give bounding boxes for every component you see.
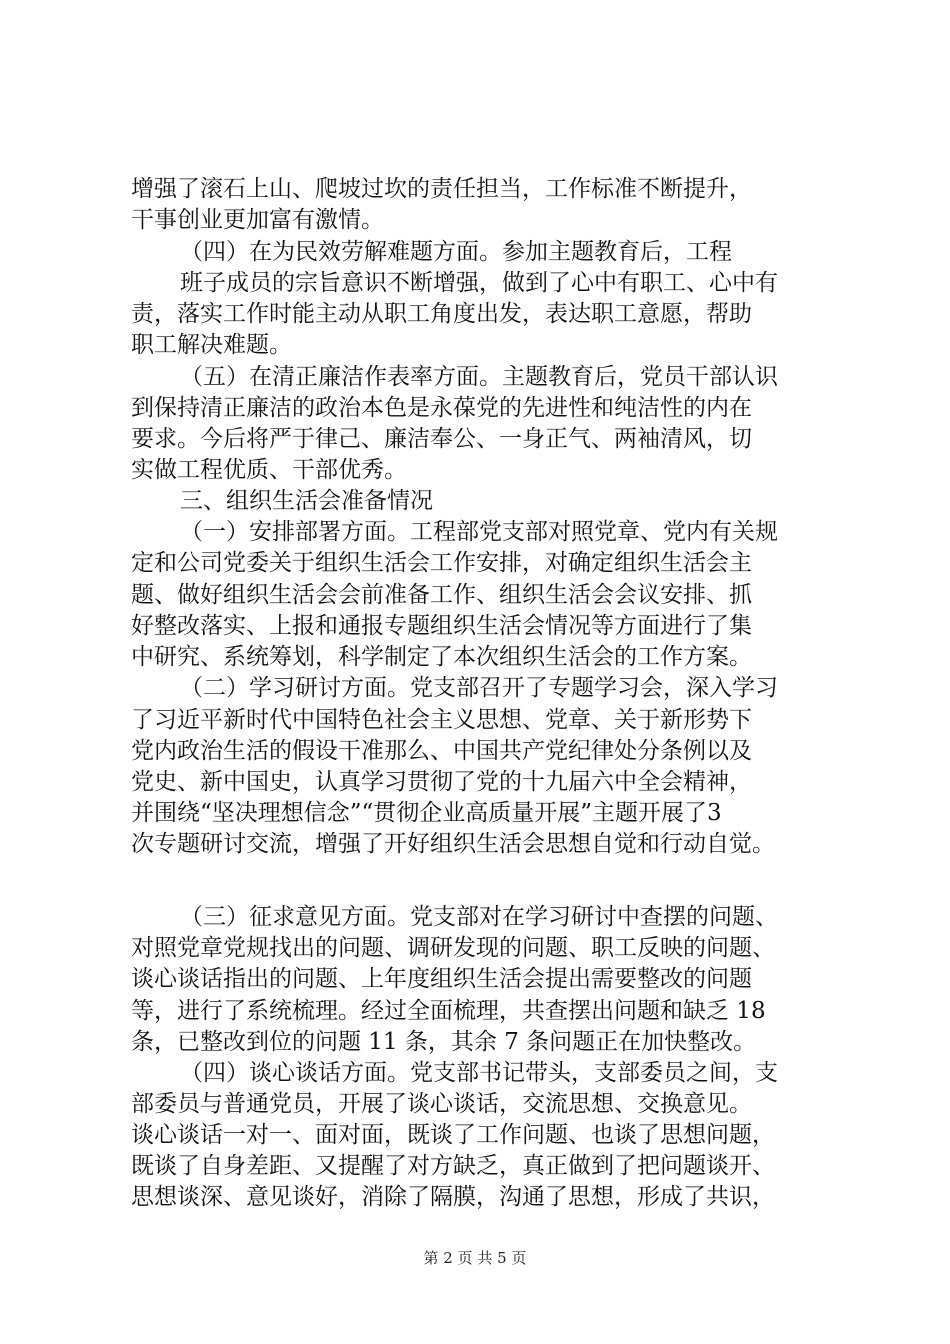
body-line: 部委员与普通党员，开展了谈心谈话，交流思想、交换意见。	[131, 1091, 752, 1117]
body-line: 对照党章党规找出的问题、调研发现的问题、职工反映的问题、	[131, 935, 775, 961]
body-line: 谈心谈话指出的问题、上年度组织生活会提出需要整改的问题	[131, 966, 752, 992]
body-line: 等，进行了系统梳理。经过全面梳理，共查摆出问题和缺乏 18	[131, 998, 766, 1024]
body-line: 实做工程优质、干部优秀。	[131, 457, 407, 483]
section-heading-one: （一）安排部署方面。工程部党支部对照党章、党内有关规	[180, 519, 778, 545]
body-line: 次专题研讨交流，增强了开好组织生活会思想自觉和行动自觉。	[131, 831, 775, 857]
page-footer: 第 2 页 共 5 页	[423, 1249, 527, 1267]
body-line: 要求。今后将严于律己、廉洁奉公、一身正气、两袖清风，切	[131, 426, 752, 452]
section-heading-five: （五）在清正廉洁作表率方面。主题教育后，党员干部认识	[180, 364, 778, 390]
body-line: 到保持清正廉洁的政治本色是永葆党的先进性和纯洁性的内在	[131, 395, 752, 421]
body-line: 班子成员的宗旨意识不断增强，做到了心中有职工、心中有	[180, 270, 778, 296]
body-line: 责，落实工作时能主动从职工角度出发，表达职工意愿，帮助	[131, 301, 752, 327]
body-line: 谈心谈话一对一、面对面，既谈了工作问题、也谈了思想问题，	[131, 1122, 775, 1148]
section-heading-two: （二）学习研讨方面。党支部召开了专题学习会，深入学习	[180, 675, 778, 701]
body-line: 职工解决难题。	[131, 332, 292, 358]
body-line: 定和公司党委关于组织生活会工作安排，对确定组织生活会主	[131, 550, 752, 576]
body-line: 干事创业更加富有激情。	[131, 207, 384, 233]
body-line: 题、做好组织生活会会前准备工作、组织生活会会议安排、抓	[131, 582, 752, 608]
section-heading-four-b: （四）谈心谈话方面。党支部书记带头，支部委员之间，支	[180, 1060, 778, 1086]
body-line: 思想谈深、意见谈好，消除了隔膜，沟通了思想，形成了共识，	[131, 1184, 775, 1210]
body-line: 条，已整改到位的问题 11 条，其余 7 条问题正在加快整改。	[131, 1029, 757, 1055]
body-line: 党史、新中国史，认真学习贯彻了党的十九届六中全会精神，	[131, 769, 752, 795]
chapter-heading-three: 三、组织生活会准备情况	[180, 488, 433, 514]
body-line: 党内政治生活的假设干准那么、中国共产党纪律处分条例以及	[131, 738, 752, 764]
body-line: 并围绕“坚决理想信念”“贯彻企业高质量开展”主题开展了3	[131, 800, 722, 826]
body-line: 中研究、系统筹划，科学制定了本次组织生活会的工作方案。	[131, 644, 752, 670]
section-heading-four: （四）在为民效劳解难题方面。参加主题教育后，工程	[180, 239, 732, 265]
section-heading-three: （三）征求意见方面。党支部对在学习研讨中查摆的问题、	[180, 904, 778, 930]
body-line: 好整改落实、上报和通报专题组织生活会情况等方面进行了集	[131, 613, 752, 639]
body-line: 增强了滚石上山、爬坡过坎的责任担当，工作标准不断提升，	[131, 176, 752, 202]
body-line: 了习近平新时代中国特色社会主义思想、党章、关于新形势下	[131, 707, 752, 733]
body-line: 既谈了自身差距、又提醒了对方缺乏，真正做到了把问题谈开、	[131, 1153, 775, 1179]
